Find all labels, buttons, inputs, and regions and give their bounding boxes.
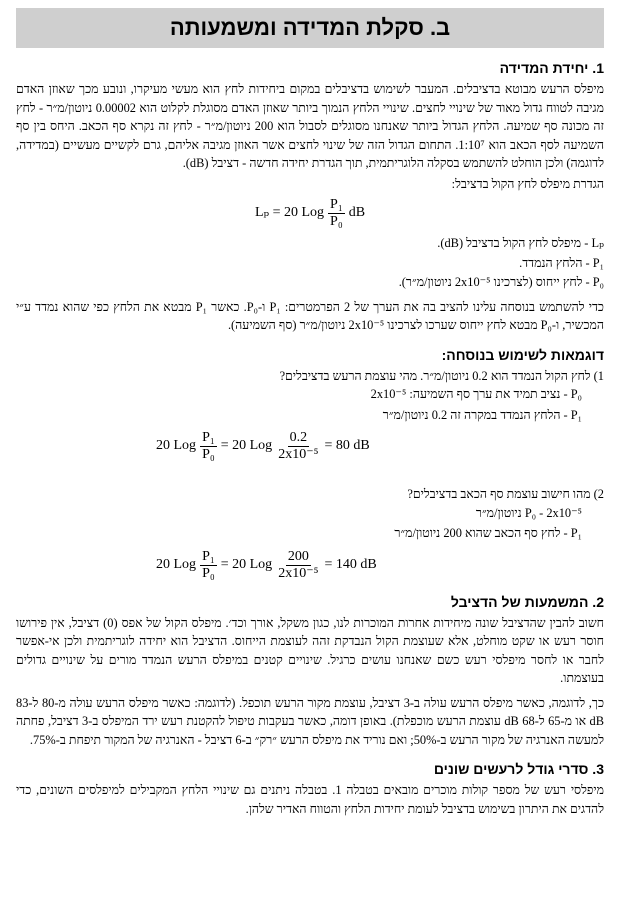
- section-2-paragraph-2: כך, לדוגמה, כאשר מיפלס הרעש עולה ב-3 דציבל, עוצמת מקור הרעש תוכפל. (לדוגמה: כאשר מיפלס הרעש עולה מ-80 ל-83 dB או מ-65 ל-68 dB עוצמת הרעש מוכפלת). באופן דומה, כאשר בעקבות טיפול להקטנת רעש ירד המיפלס ב-3 דציבל, פחתה למעשה האנרגיה של מקור הרעש ב-50%; ואם נוריד את מיפלס הרעש ״רק״ ב-6 דציבל - האנרגיה של המקור תיפחת ב-75%.: [16, 695, 604, 747]
- example-2-fraction-2: [276, 549, 320, 582]
- example-1-p1: P₁ - הלחץ הנמדד במקרה זה 0.2 ניוטון/מ״ר: [382, 407, 582, 422]
- definition-p0: P₀ - לחץ ייחוס (לצרכינו 2x10⁻⁵ ניוטון/מ״ר).: [398, 275, 604, 289]
- example-1-question: 1) לחץ הקול הנמדד הוא 0.2 ניוטון/מ״ר. מהי עוצמת הרעש בדציבלים?: [279, 368, 604, 383]
- formula-numerator: P₁: [330, 197, 343, 212]
- example-2-formula: [16, 549, 604, 582]
- example-2-fraction-1: [200, 549, 217, 582]
- example-2-den-1: P₀: [202, 565, 215, 581]
- formula-definition: [16, 197, 604, 230]
- section-1-heading: 1. יחידת המדידה: [499, 60, 604, 76]
- section-1-paragraph-2: הגדרת מיפלס לחץ הקול בדציבל:: [451, 176, 604, 191]
- page-title: ב. סקלת המדידה ומשמעותה: [16, 8, 604, 48]
- formula-lhs: Lₚ = 20 Log: [254, 205, 325, 221]
- example-2-p0: P₀ - 2x10⁻⁵ ניוטון/מ״ר: [475, 505, 582, 520]
- example-2-mid: = 20 Log: [220, 556, 273, 572]
- example-1-fraction-2: [276, 430, 320, 463]
- section-2-heading: 2. המשמעות של הדציבל: [450, 593, 604, 610]
- example-2-question: 2) מהו חישוב עוצמת סף הכאב בדציבלים?: [407, 487, 604, 501]
- formula-fraction: [328, 197, 345, 230]
- example-2-num-2: 200: [287, 548, 309, 564]
- examples-heading: דוגמאות לשימוש בנוסחה:: [441, 346, 604, 363]
- document-page: [0, 8, 620, 918]
- section-1-paragraph-1: מיפלס הרעש מבוטא בדציבלים. המעבר לשימוש בדציבלים במקום ביחידות לחץ הוא מעשי מעיקרו, ונובע מכך שאוזן האדם מגיבה לטווח גדול מאוד של שינויי לחצים. שינויי הלחץ הנמוך ביותר שאוזן האדם מסוגלת לקלוט הוא 0.00002 ניוטון/מ״ר - לחץ זה מכונה סף שמיעה. הלחץ הגדול ביותר שאנחנו מסוגלים לסבול הוא 200 ניוטון/מ״ר - לחץ זה נקרא סף הכאב. היחס בין סף השמיעה לסף הכאב הוא 1:10⁷. התחום הגדול הזה של שינוי לחצים אשר האוזן מגיבה אליהם, גרם לקשיים מעשיים (במדידה, לדוגמה) ולכן הוחלט להשתמש בסקלה הלוגריתמית, תוך הגדרת יחידה חדשה - דציבל (dB).: [16, 82, 604, 170]
- example-1-p0: P₀ - נציב תמיד את ערך סף השמיעה: 2x10⁻⁵: [370, 387, 582, 401]
- example-1-mid: = 20 Log: [220, 438, 273, 454]
- example-2-result: = 140 dB: [324, 556, 377, 572]
- example-1-den-1: P₀: [202, 447, 215, 462]
- example-1-result: = 80 dB: [324, 438, 370, 454]
- section-2-paragraph-1: חשוב להבין שהדציבל שונה מיחידות אחרות המוכרות לנו, כגון משקל, אורך וכד׳. מיפלס הקול של אפס (0) דציבל, אין פירושו חוסר רעש או שקט מוחלט, אלא שעוצמת הקול הנבדקת זהה לעוצמת הייחוס. הדציבל הוא יחידה לוגריתמית ולכן אי-אפשר לחבר או לחסר מיפלסי רעש כשם שאנחנו עושים כרגיל. שינויים קטנים במיפלס הרעש הנמדד מורים על שינויים גדולים בעוצמתו.: [16, 615, 604, 685]
- example-1-num-1: P₁: [202, 430, 215, 445]
- formula-denominator: P₀: [330, 214, 343, 229]
- example-2-num-1: P₁: [202, 548, 215, 564]
- formula-unit: dB: [348, 205, 366, 221]
- example-1-fraction-1: [200, 430, 217, 463]
- definition-p1: P₁ - הלחץ הנמדד.: [519, 255, 604, 270]
- example-2-p1: P₁ - לחץ סף הכאב שהוא 200 ניוטון/מ״ר: [394, 526, 582, 540]
- section-3-heading: 3. סדרי גודל לרעשים שונים: [433, 761, 604, 777]
- section-1-paragraph-3: כדי להשתמש בנוסחה עלינו להציב בה את הערך של 2 הפרמטרים: P₁ ו-P₀. כאשר P₁ מבטא את הלחץ כפי שהוא נמדד ע״י המכשיר, ו-P₀ מבטא לחץ ייחוס שערכו לצרכינו 2x10⁻⁵ ניוטון/מ״ר (סף השמיעה).: [16, 299, 604, 332]
- example-1-den-2: 2x10⁻⁵: [278, 447, 319, 462]
- definition-lp: Lₚ - מיפלס לחץ הקול בדציבל (dB).: [437, 236, 604, 250]
- example-1-formula: [16, 430, 604, 463]
- example-1-lhs: 20 Log: [156, 438, 197, 454]
- example-1-num-2: 0.2: [289, 430, 308, 445]
- section-3-paragraph-1: מיפלסי רעש של מספר קולות מוכרים מובאים בטבלה 1. בטבלה ניתנים גם שינויי הלחץ המקבילים למיפלסים השונים, כדי להדגים את היתרון בשימוש בדציבל לעומת יחידות הלחץ והטווח האדיר שלהן.: [16, 783, 604, 816]
- example-2-lhs: 20 Log: [156, 556, 197, 572]
- example-2-den-2: 2x10⁻⁵: [278, 565, 319, 581]
